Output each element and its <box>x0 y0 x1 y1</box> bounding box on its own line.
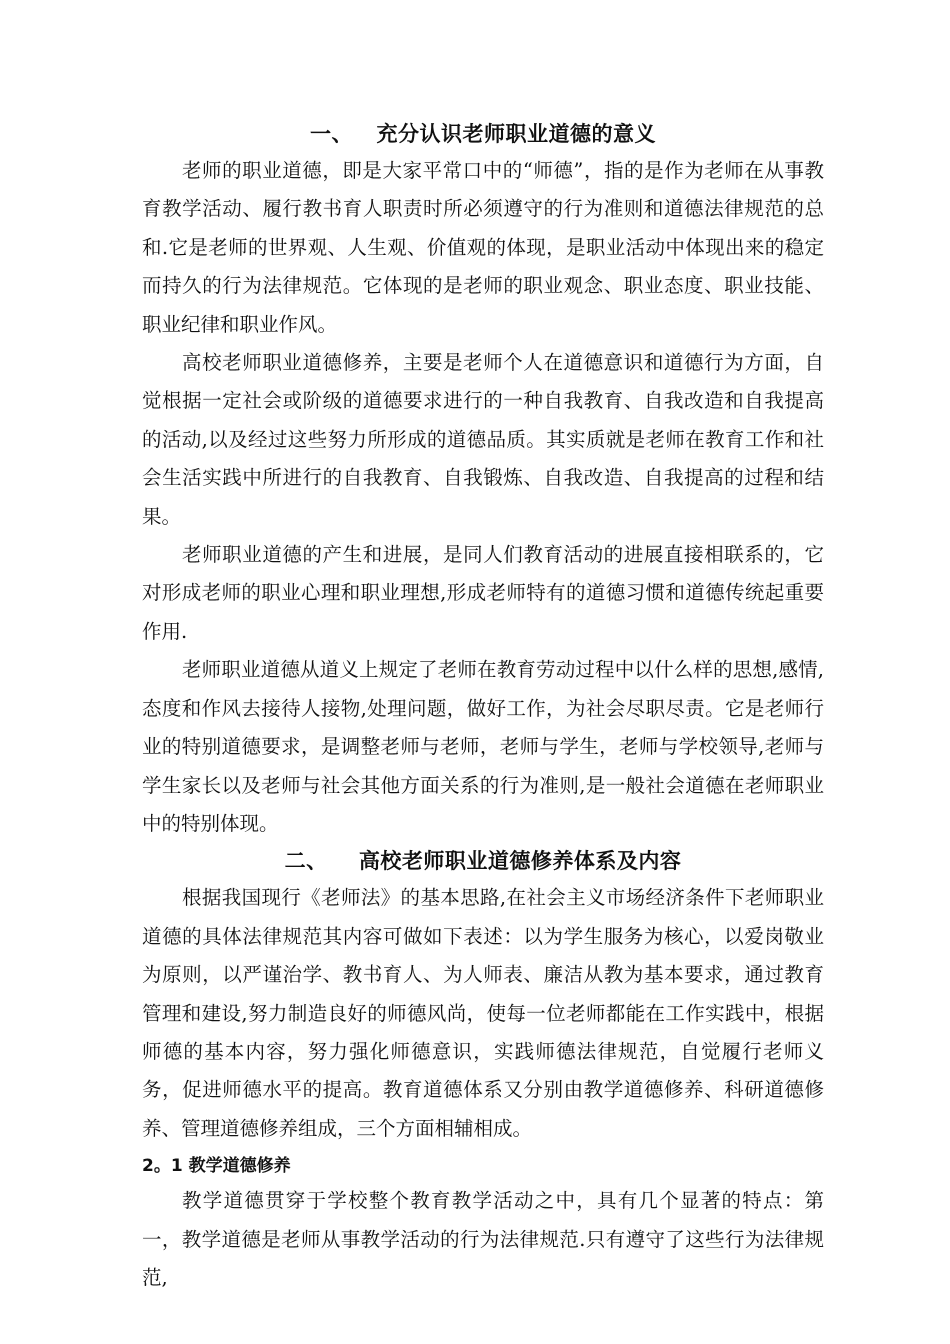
section-2-heading: 二、 高校老师职业道德修养体系及内容 <box>284 849 682 874</box>
section-1-paragraph-2: 高校老师职业道德修养，主要是老师个人在道德意识和道德行为方面，自觉根据一定社会或阶级的道德要求进行的一种自我教育、自我改造和自我提高的活动,以及经过这些努力所形成的道德品质。其实质就是老师在教育工作和社会生活实践中所进行的自我教育、自我锻炼、自我改造、自我提高的过程和结果。 <box>142 351 824 528</box>
section-1-paragraph-3: 老师职业道德的产生和进展，是同人们教育活动的进展直接相联系的，它对形成老师的职业心理和职业理想,形成老师特有的道德习惯和道德传统起重要作用. <box>142 543 824 643</box>
section-1-paragraph-4: 老师职业道德从道义上规定了老师在教育劳动过程中以什么样的思想,感情,态度和作风去接待人接物,处理问题，做好工作，为社会尽职尽责。它是老师行业的特别道德要求，是调整老师与老师，老师与学生，老师与学校领导,老师与学生家长以及老师与社会其他方面关系的行为准则,是一般社会道德在老师职业中的特别体现。 <box>142 658 824 835</box>
document-body <box>142 116 824 1297</box>
section-2-paragraph-1: 根据我国现行《老师法》的基本思路,在社会主义市场经济条件下老师职业道德的具体法律规范其内容可做如下表述：以为学生服务为核心，以爱岗敬业为原则，以严谨治学、教书育人、为人师表、廉洁从教为基本要求，通过教育管理和建设,努力制造良好的师德风尚，使每一位老师都能在工作实践中，根据师德的基本内容，努力强化师德意识，实践师德法律规范，自觉履行老师义务，促进师德水平的提高。教育道德体系又分别由教学道德修养、科研道德修养、管理道德修养组成，三个方面相辅相成。 <box>142 886 824 1140</box>
section-1-paragraph-1: 老师的职业道德，即是大家平常口中的“师德”，指的是作为老师在从事教育教学活动、履行教书育人职责时所必须遵守的行为准则和道德法律规范的总和.它是老师的世界观、人生观、价值观的体现，是职业活动中体现出来的稳定而持久的行为法律规范。它体现的是老师的职业观念、职业态度、职业技能、职业纪律和职业作风。 <box>142 159 824 336</box>
subsection-2-1-heading: 2。1 教学道德修养 <box>142 1156 291 1177</box>
subsection-2-1-paragraph: 教学道德贯穿于学校整个教育教学活动之中，具有几个显著的特点：第一，教学道德是老师从事教学活动的行为法律规范.只有遵守了这些行为法律规范, <box>142 1189 824 1289</box>
section-1-heading: 一、 充分认识老师职业道德的意义 <box>310 122 656 146</box>
